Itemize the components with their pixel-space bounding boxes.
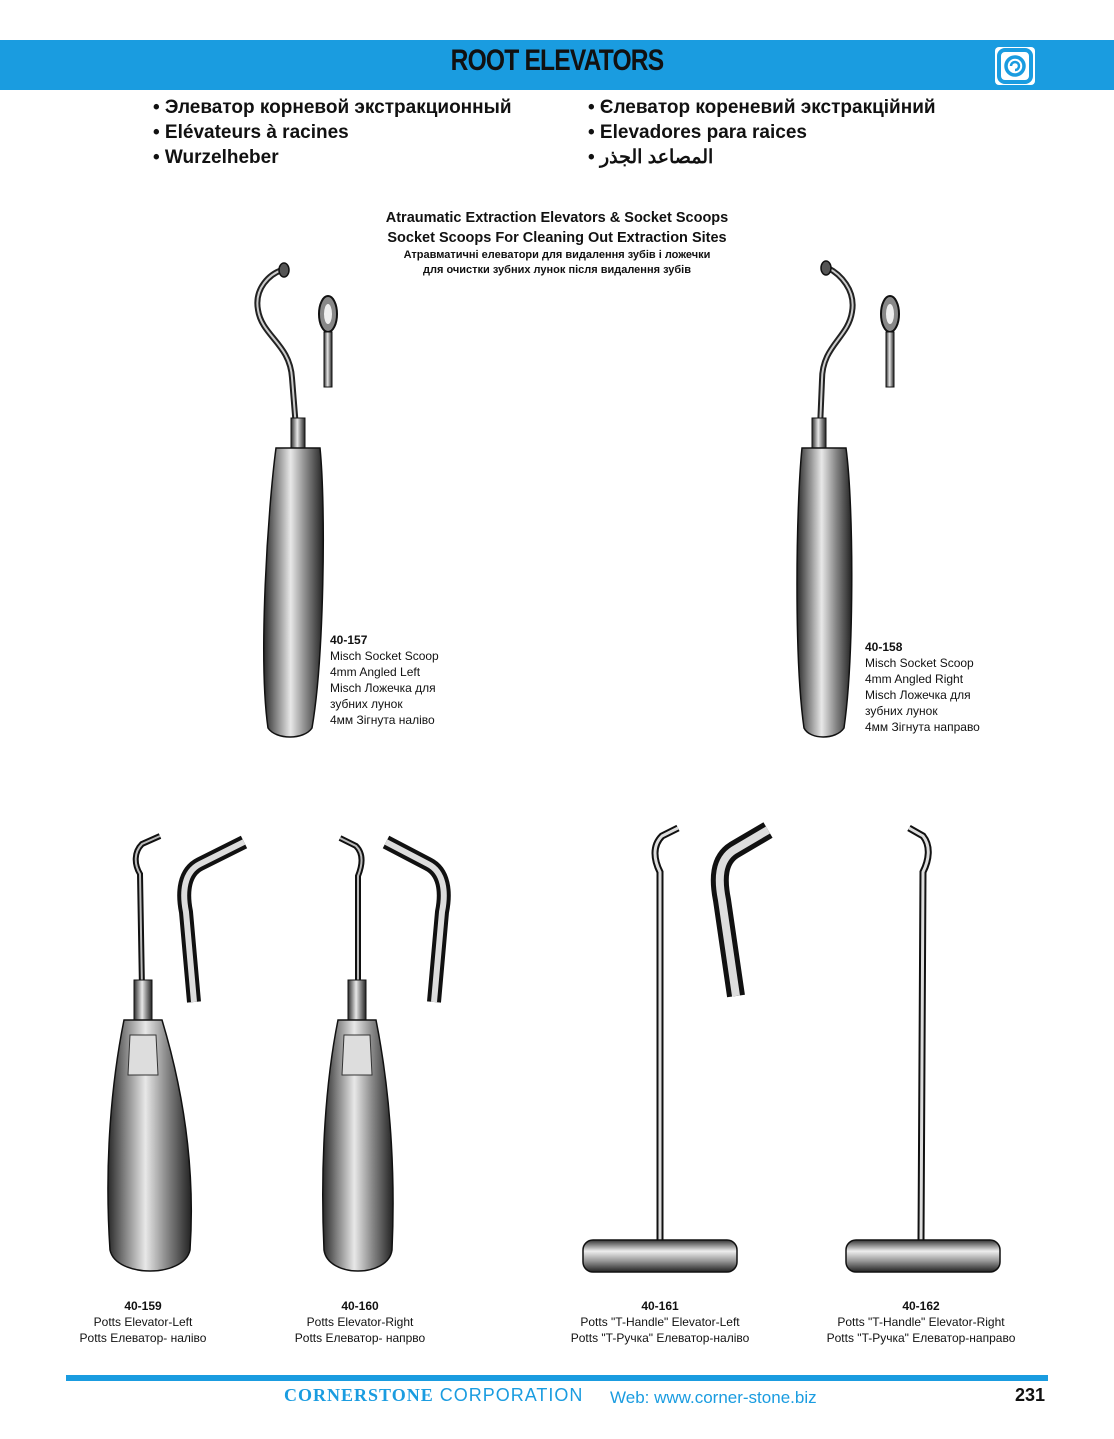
desc-line: Potts Elevator-Right	[306, 1315, 414, 1329]
code-40-161: 40-161	[641, 1299, 679, 1313]
instrument-40-160-detail	[380, 832, 460, 1012]
desc-line: Potts "T-Handle" Elevator-Right	[837, 1315, 1005, 1329]
desc-line: Potts Елеватор- наліво	[79, 1331, 207, 1345]
desc-line: Misch Ложечка для	[865, 688, 971, 702]
intro-line-2: Socket Scoops For Cleaning Out Extraction Sites	[387, 230, 727, 246]
footer-company	[284, 1385, 583, 1406]
desc-line: 4mm Angled Right	[865, 672, 964, 686]
instrument-40-158-detail	[876, 292, 906, 392]
instrument-40-157-detail	[314, 292, 344, 392]
instrument-40-159-detail	[170, 832, 250, 1012]
desc-line: зубних лунок	[330, 697, 403, 711]
code-40-157: 40-157	[330, 633, 368, 647]
desc-line: зубних лунок	[865, 704, 938, 718]
intro-heading	[0, 208, 1114, 278]
footer-rule	[66, 1375, 1048, 1381]
names-left	[153, 95, 512, 170]
name-german: • Wurzelheber	[153, 147, 279, 168]
desc-line: 4mm Angled Left	[330, 665, 421, 679]
page-number: 231	[1015, 1385, 1046, 1405]
desc-line: Potts "T-Ручка" Елеватор-наліво	[570, 1331, 750, 1345]
desc-line: 4мм Зігнута направо	[865, 720, 980, 734]
company-name-rest: CORPORATION	[433, 1385, 584, 1405]
code-40-160: 40-160	[341, 1299, 379, 1313]
code-40-158: 40-158	[865, 640, 903, 654]
footer-web-link[interactable]: Web: www.corner-stone.biz	[610, 1388, 817, 1407]
name-ukrainian: • Єлеватор кореневий экстракційний	[588, 97, 936, 118]
label-40-162	[800, 1298, 1042, 1346]
name-arabic: • المصاعد الجذر	[588, 147, 714, 168]
desc-line: Misch Ложечка для	[330, 681, 436, 695]
code-40-159: 40-159	[124, 1299, 162, 1313]
desc-line: Potts "T-Handle" Elevator-Left	[580, 1315, 740, 1329]
intro-line-4: для очистки зубних лунок після видалення зубів	[423, 264, 691, 276]
code-40-162: 40-162	[902, 1299, 940, 1313]
desc-line: Potts "T-Ручка" Елеватор-направо	[826, 1331, 1016, 1345]
label-40-158	[865, 639, 980, 735]
desc-line: 4мм Зігнута наліво	[330, 713, 435, 727]
name-french: • Elévateurs à racines	[153, 122, 349, 143]
page-title: ROOT ELEVATORS	[450, 44, 664, 77]
name-spanish: • Elevadores para raices	[588, 122, 807, 143]
label-40-160	[260, 1298, 460, 1346]
company-name-bold: CORNERSTONE	[284, 1385, 434, 1405]
intro-line-1: Atraumatic Extraction Elevators & Socket Scoops	[385, 210, 729, 226]
name-russian: • Элеватор корневой экстракционный	[153, 97, 512, 118]
label-40-161	[540, 1298, 780, 1346]
intro-line-3: Атравматичні елеватори для видалення зубів і ложечки	[403, 249, 711, 261]
desc-line: Potts Elevator-Left	[93, 1315, 193, 1329]
label-40-159	[43, 1298, 243, 1346]
label-40-157	[330, 632, 439, 728]
names-right	[588, 95, 936, 170]
desc-line: Misch Socket Scoop	[865, 656, 974, 670]
instrument-40-161-detail	[702, 820, 782, 1000]
desc-line: Misch Socket Scoop	[330, 649, 439, 663]
cornerstone-logo-icon	[995, 47, 1035, 85]
instrument-40-162-image	[843, 820, 1003, 1280]
desc-line: Potts Елеватор- напрво	[294, 1331, 426, 1345]
